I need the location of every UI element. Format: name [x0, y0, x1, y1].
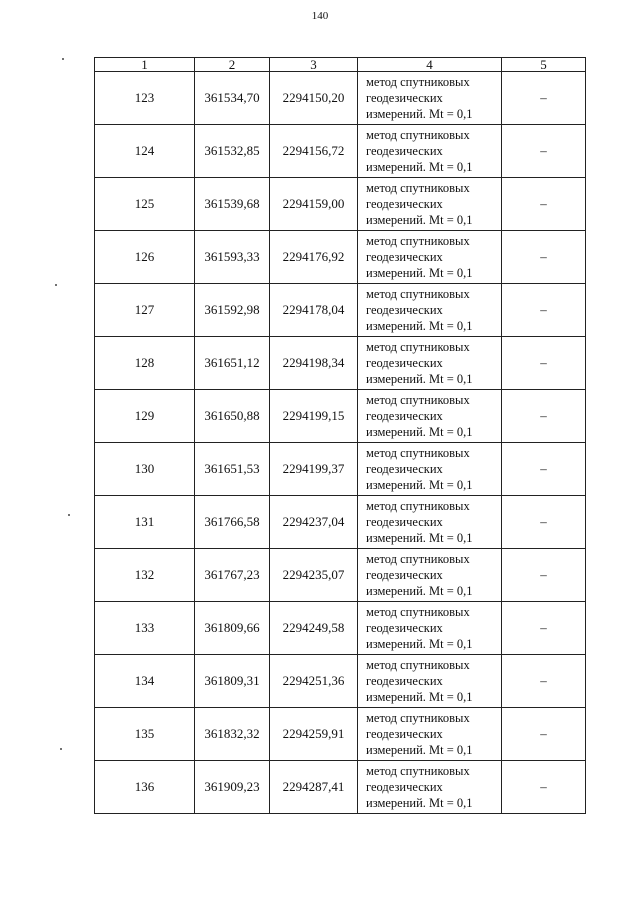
point-cell: 132	[95, 549, 195, 602]
note-cell: –	[502, 708, 586, 761]
method-line: измерений. Mt = 0,1	[366, 107, 473, 121]
method-line: геодезических	[366, 727, 443, 741]
table-row	[95, 496, 586, 549]
point-cell: 124	[95, 125, 195, 178]
table-row	[95, 125, 586, 178]
y-coordinate-cell: 2294156,72	[270, 125, 358, 178]
point-cell: 129	[95, 390, 195, 443]
table-row	[95, 390, 586, 443]
table-row	[95, 602, 586, 655]
column-header-1: 1	[95, 58, 195, 72]
method-cell	[358, 443, 502, 496]
point-cell: 135	[95, 708, 195, 761]
note-cell: –	[502, 549, 586, 602]
method-line: измерений. Mt = 0,1	[366, 266, 473, 280]
table-row	[95, 761, 586, 814]
note-cell: –	[502, 284, 586, 337]
method-line: метод спутниковых	[366, 75, 470, 89]
x-coordinate-cell: 361767,23	[195, 549, 270, 602]
point-cell: 127	[95, 284, 195, 337]
method-cell	[358, 761, 502, 814]
method-line: геодезических	[366, 568, 443, 582]
method-line: геодезических	[366, 91, 443, 105]
method-cell	[358, 549, 502, 602]
x-coordinate-cell: 361534,70	[195, 72, 270, 125]
method-line: измерений. Mt = 0,1	[366, 743, 473, 757]
method-line: измерений. Mt = 0,1	[366, 531, 473, 545]
y-coordinate-cell: 2294287,41	[270, 761, 358, 814]
scan-speck	[55, 284, 57, 286]
method-cell	[358, 231, 502, 284]
table-row	[95, 549, 586, 602]
method-cell	[358, 496, 502, 549]
point-cell: 136	[95, 761, 195, 814]
table-row	[95, 178, 586, 231]
header-row	[95, 58, 586, 72]
point-cell: 126	[95, 231, 195, 284]
y-coordinate-cell: 2294251,36	[270, 655, 358, 708]
point-cell: 131	[95, 496, 195, 549]
y-coordinate-cell: 2294198,34	[270, 337, 358, 390]
y-coordinate-cell: 2294199,37	[270, 443, 358, 496]
method-line: геодезических	[366, 356, 443, 370]
y-coordinate-cell: 2294237,04	[270, 496, 358, 549]
x-coordinate-cell: 361651,12	[195, 337, 270, 390]
method-line: метод спутниковых	[366, 658, 470, 672]
x-coordinate-cell: 361809,31	[195, 655, 270, 708]
x-coordinate-cell: 361592,98	[195, 284, 270, 337]
table-row	[95, 231, 586, 284]
method-line: измерений. Mt = 0,1	[366, 372, 473, 386]
method-line: геодезических	[366, 515, 443, 529]
table-row	[95, 708, 586, 761]
table-row	[95, 337, 586, 390]
scan-speck	[68, 514, 70, 516]
method-cell	[358, 655, 502, 708]
x-coordinate-cell: 361651,53	[195, 443, 270, 496]
note-cell: –	[502, 443, 586, 496]
method-line: метод спутниковых	[366, 605, 470, 619]
method-line: метод спутниковых	[366, 234, 470, 248]
method-line: измерений. Mt = 0,1	[366, 690, 473, 704]
x-coordinate-cell: 361593,33	[195, 231, 270, 284]
method-line: метод спутниковых	[366, 446, 470, 460]
scan-speck	[62, 58, 64, 60]
note-cell: –	[502, 390, 586, 443]
point-cell: 125	[95, 178, 195, 231]
table-body	[95, 72, 586, 814]
table-row	[95, 655, 586, 708]
method-line: измерений. Mt = 0,1	[366, 637, 473, 651]
y-coordinate-cell: 2294199,15	[270, 390, 358, 443]
coordinates-table	[94, 57, 586, 814]
method-cell	[358, 708, 502, 761]
method-line: измерений. Mt = 0,1	[366, 213, 473, 227]
method-line: геодезических	[366, 674, 443, 688]
column-header-4: 4	[358, 58, 502, 72]
x-coordinate-cell: 361766,58	[195, 496, 270, 549]
x-coordinate-cell: 361650,88	[195, 390, 270, 443]
method-cell	[358, 72, 502, 125]
method-line: геодезических	[366, 409, 443, 423]
y-coordinate-cell: 2294159,00	[270, 178, 358, 231]
column-header-3: 3	[270, 58, 358, 72]
note-cell: –	[502, 496, 586, 549]
method-line: геодезических	[366, 462, 443, 476]
note-cell: –	[502, 72, 586, 125]
note-cell: –	[502, 231, 586, 284]
method-cell	[358, 284, 502, 337]
column-header-5: 5	[502, 58, 586, 72]
method-line: метод спутниковых	[366, 711, 470, 725]
method-cell	[358, 125, 502, 178]
x-coordinate-cell: 361909,23	[195, 761, 270, 814]
method-line: измерений. Mt = 0,1	[366, 478, 473, 492]
method-line: измерений. Mt = 0,1	[366, 584, 473, 598]
method-line: геодезических	[366, 144, 443, 158]
method-line: метод спутниковых	[366, 181, 470, 195]
method-cell	[358, 337, 502, 390]
table-row	[95, 443, 586, 496]
method-line: метод спутниковых	[366, 128, 470, 142]
method-line: геодезических	[366, 250, 443, 264]
x-coordinate-cell: 361832,32	[195, 708, 270, 761]
method-line: геодезических	[366, 780, 443, 794]
y-coordinate-cell: 2294178,04	[270, 284, 358, 337]
method-cell	[358, 178, 502, 231]
method-line: метод спутниковых	[366, 287, 470, 301]
note-cell: –	[502, 761, 586, 814]
y-coordinate-cell: 2294176,92	[270, 231, 358, 284]
method-cell	[358, 602, 502, 655]
method-line: геодезических	[366, 621, 443, 635]
point-cell: 123	[95, 72, 195, 125]
method-line: метод спутниковых	[366, 340, 470, 354]
note-cell: –	[502, 655, 586, 708]
method-line: измерений. Mt = 0,1	[366, 160, 473, 174]
scan-speck	[60, 748, 62, 750]
method-line: метод спутниковых	[366, 764, 470, 778]
note-cell: –	[502, 125, 586, 178]
method-line: измерений. Mt = 0,1	[366, 425, 473, 439]
page-number: 140	[311, 10, 329, 22]
x-coordinate-cell: 361532,85	[195, 125, 270, 178]
y-coordinate-cell: 2294150,20	[270, 72, 358, 125]
y-coordinate-cell: 2294259,91	[270, 708, 358, 761]
y-coordinate-cell: 2294235,07	[270, 549, 358, 602]
table-row	[95, 284, 586, 337]
point-cell: 133	[95, 602, 195, 655]
point-cell: 134	[95, 655, 195, 708]
method-line: метод спутниковых	[366, 552, 470, 566]
table-row	[95, 72, 586, 125]
y-coordinate-cell: 2294249,58	[270, 602, 358, 655]
method-line: измерений. Mt = 0,1	[366, 796, 473, 810]
point-cell: 128	[95, 337, 195, 390]
method-line: измерений. Mt = 0,1	[366, 319, 473, 333]
x-coordinate-cell: 361539,68	[195, 178, 270, 231]
point-cell: 130	[95, 443, 195, 496]
method-cell	[358, 390, 502, 443]
note-cell: –	[502, 337, 586, 390]
method-line: метод спутниковых	[366, 393, 470, 407]
method-line: метод спутниковых	[366, 499, 470, 513]
method-line: геодезических	[366, 303, 443, 317]
note-cell: –	[502, 178, 586, 231]
x-coordinate-cell: 361809,66	[195, 602, 270, 655]
note-cell: –	[502, 602, 586, 655]
column-header-2: 2	[195, 58, 270, 72]
method-line: геодезических	[366, 197, 443, 211]
